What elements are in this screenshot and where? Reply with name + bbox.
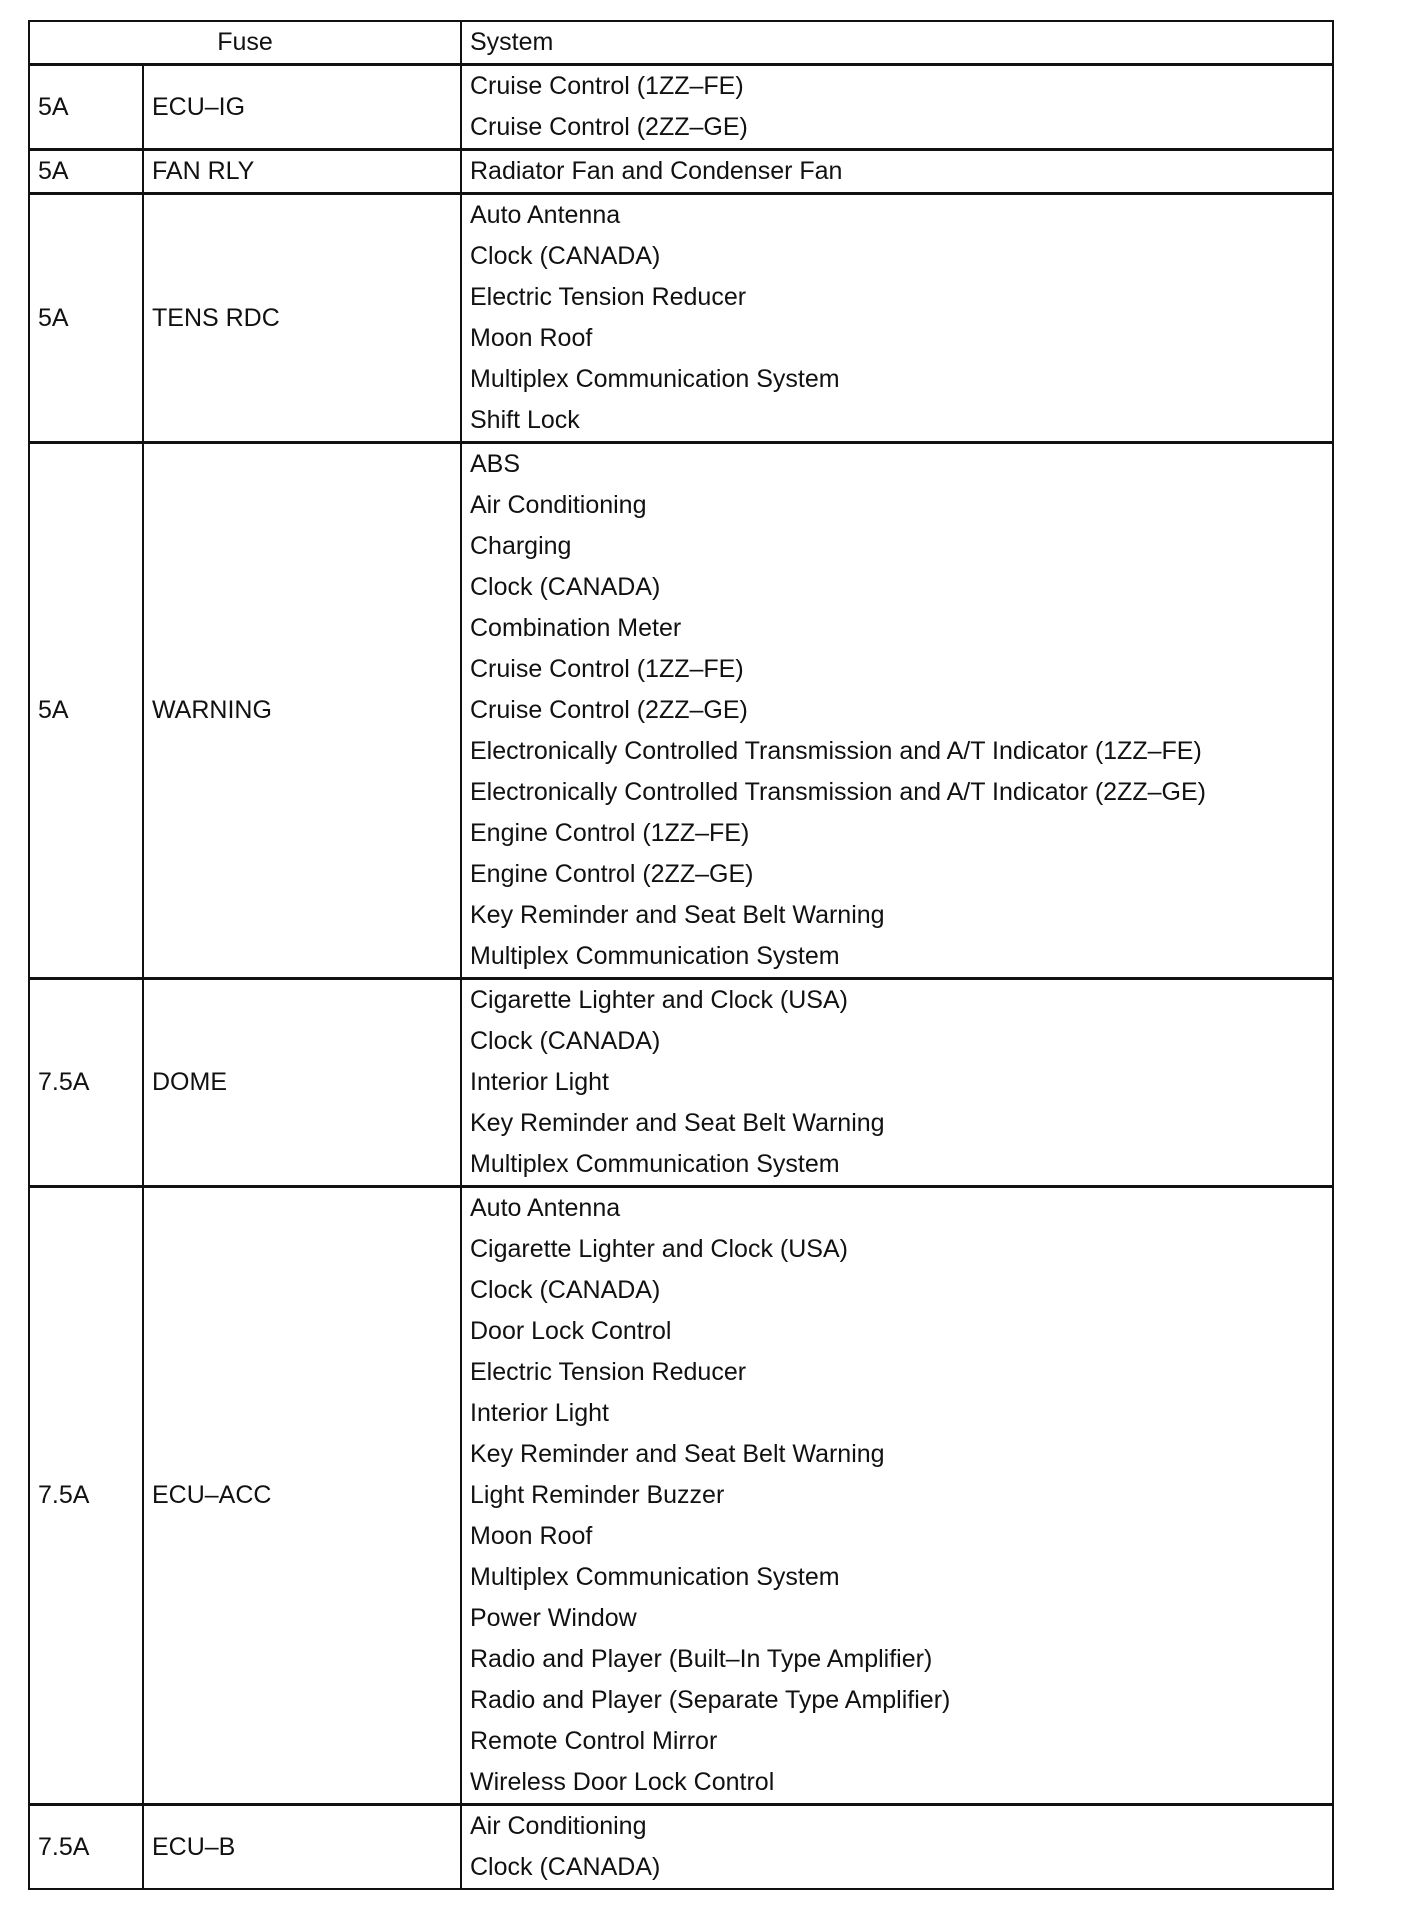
system-item: Electric Tension Reducer <box>470 1358 747 1386</box>
system-item: Light Reminder Buzzer <box>470 1481 725 1509</box>
system-item: Clock (CANADA) <box>470 1276 661 1304</box>
fuse-table-body <box>29 65 1333 1890</box>
fuse-amperage: 5A <box>29 150 143 194</box>
system-item: Engine Control (2ZZ–GE) <box>470 860 754 888</box>
fuse-amperage: 7.5A <box>29 1187 143 1805</box>
system-item: Remote Control Mirror <box>470 1727 718 1755</box>
fuse-name: ECU–ACC <box>143 1187 461 1805</box>
system-item: Moon Roof <box>470 324 593 352</box>
system-item: Cruise Control (2ZZ–GE) <box>470 113 748 141</box>
system-item: Power Window <box>470 1604 637 1632</box>
fuse-name: TENS RDC <box>143 194 461 443</box>
system-item: Key Reminder and Seat Belt Warning <box>470 1109 885 1137</box>
system-item: Engine Control (1ZZ–FE) <box>470 819 750 847</box>
system-item: Auto Antenna <box>470 201 621 229</box>
system-list <box>461 979 1333 1187</box>
system-item: Cigarette Lighter and Clock (USA) <box>470 986 848 1014</box>
system-item: Clock (CANADA) <box>470 1027 661 1055</box>
system-item: Key Reminder and Seat Belt Warning <box>470 1440 885 1468</box>
system-item: Door Lock Control <box>470 1317 672 1345</box>
system-item: Interior Light <box>470 1068 609 1096</box>
table-row <box>29 443 1333 979</box>
system-list <box>461 65 1333 150</box>
system-list <box>461 150 1333 194</box>
fuse-amperage: 5A <box>29 443 143 979</box>
table-row <box>29 1805 1333 1890</box>
fuse-column-header: Fuse <box>29 21 461 65</box>
system-item: Air Conditioning <box>470 1812 647 1840</box>
system-item: Air Conditioning <box>470 491 647 519</box>
fuse-name: DOME <box>143 979 461 1187</box>
table-header-row <box>29 21 1333 65</box>
system-item: Multiplex Communication System <box>470 1563 840 1591</box>
system-item: Radio and Player (Built–In Type Amplifier) <box>470 1645 933 1673</box>
system-item: Interior Light <box>470 1399 609 1427</box>
system-list <box>461 1805 1333 1890</box>
fuse-amperage: 7.5A <box>29 1805 143 1890</box>
system-list <box>461 194 1333 443</box>
fuse-name: WARNING <box>143 443 461 979</box>
system-item: Clock (CANADA) <box>470 573 661 601</box>
fuse-amperage: 7.5A <box>29 979 143 1187</box>
system-item: Multiplex Communication System <box>470 942 840 970</box>
fuse-name: ECU–IG <box>143 65 461 150</box>
system-item: Cruise Control (1ZZ–FE) <box>470 72 744 100</box>
system-item: Electronically Controlled Transmission and A/T Indicator (2ZZ–GE) <box>470 778 1206 806</box>
system-item: ABS <box>470 450 521 478</box>
table-row <box>29 979 1333 1187</box>
system-item: Clock (CANADA) <box>470 1853 661 1881</box>
table-row <box>29 65 1333 150</box>
system-item: Cruise Control (2ZZ–GE) <box>470 696 748 724</box>
system-item: Electronically Controlled Transmission and A/T Indicator (1ZZ–FE) <box>470 737 1202 765</box>
system-item: Electric Tension Reducer <box>470 283 747 311</box>
system-item: Wireless Door Lock Control <box>470 1768 775 1796</box>
system-item: Charging <box>470 532 572 560</box>
system-item: Multiplex Communication System <box>470 365 840 393</box>
system-item: Clock (CANADA) <box>470 242 661 270</box>
fuse-name: FAN RLY <box>143 150 461 194</box>
system-item: Auto Antenna <box>470 1194 621 1222</box>
system-list <box>461 443 1333 979</box>
system-item: Moon Roof <box>470 1522 593 1550</box>
fuse-table <box>28 20 1334 1890</box>
system-item: Shift Lock <box>470 406 580 434</box>
system-item: Cruise Control (1ZZ–FE) <box>470 655 744 683</box>
system-list <box>461 1187 1333 1805</box>
system-item: Radiator Fan and Condenser Fan <box>470 157 843 185</box>
system-item: Combination Meter <box>470 614 682 642</box>
table-row <box>29 150 1333 194</box>
system-column-header: System <box>461 21 1333 65</box>
system-item: Key Reminder and Seat Belt Warning <box>470 901 885 929</box>
table-row <box>29 1187 1333 1805</box>
fuse-amperage: 5A <box>29 194 143 443</box>
fuse-amperage: 5A <box>29 65 143 150</box>
system-item: Radio and Player (Separate Type Amplifier) <box>470 1686 951 1714</box>
system-item: Multiplex Communication System <box>470 1150 840 1178</box>
fuse-name: ECU–B <box>143 1805 461 1890</box>
table-row <box>29 194 1333 443</box>
system-item: Cigarette Lighter and Clock (USA) <box>470 1235 848 1263</box>
